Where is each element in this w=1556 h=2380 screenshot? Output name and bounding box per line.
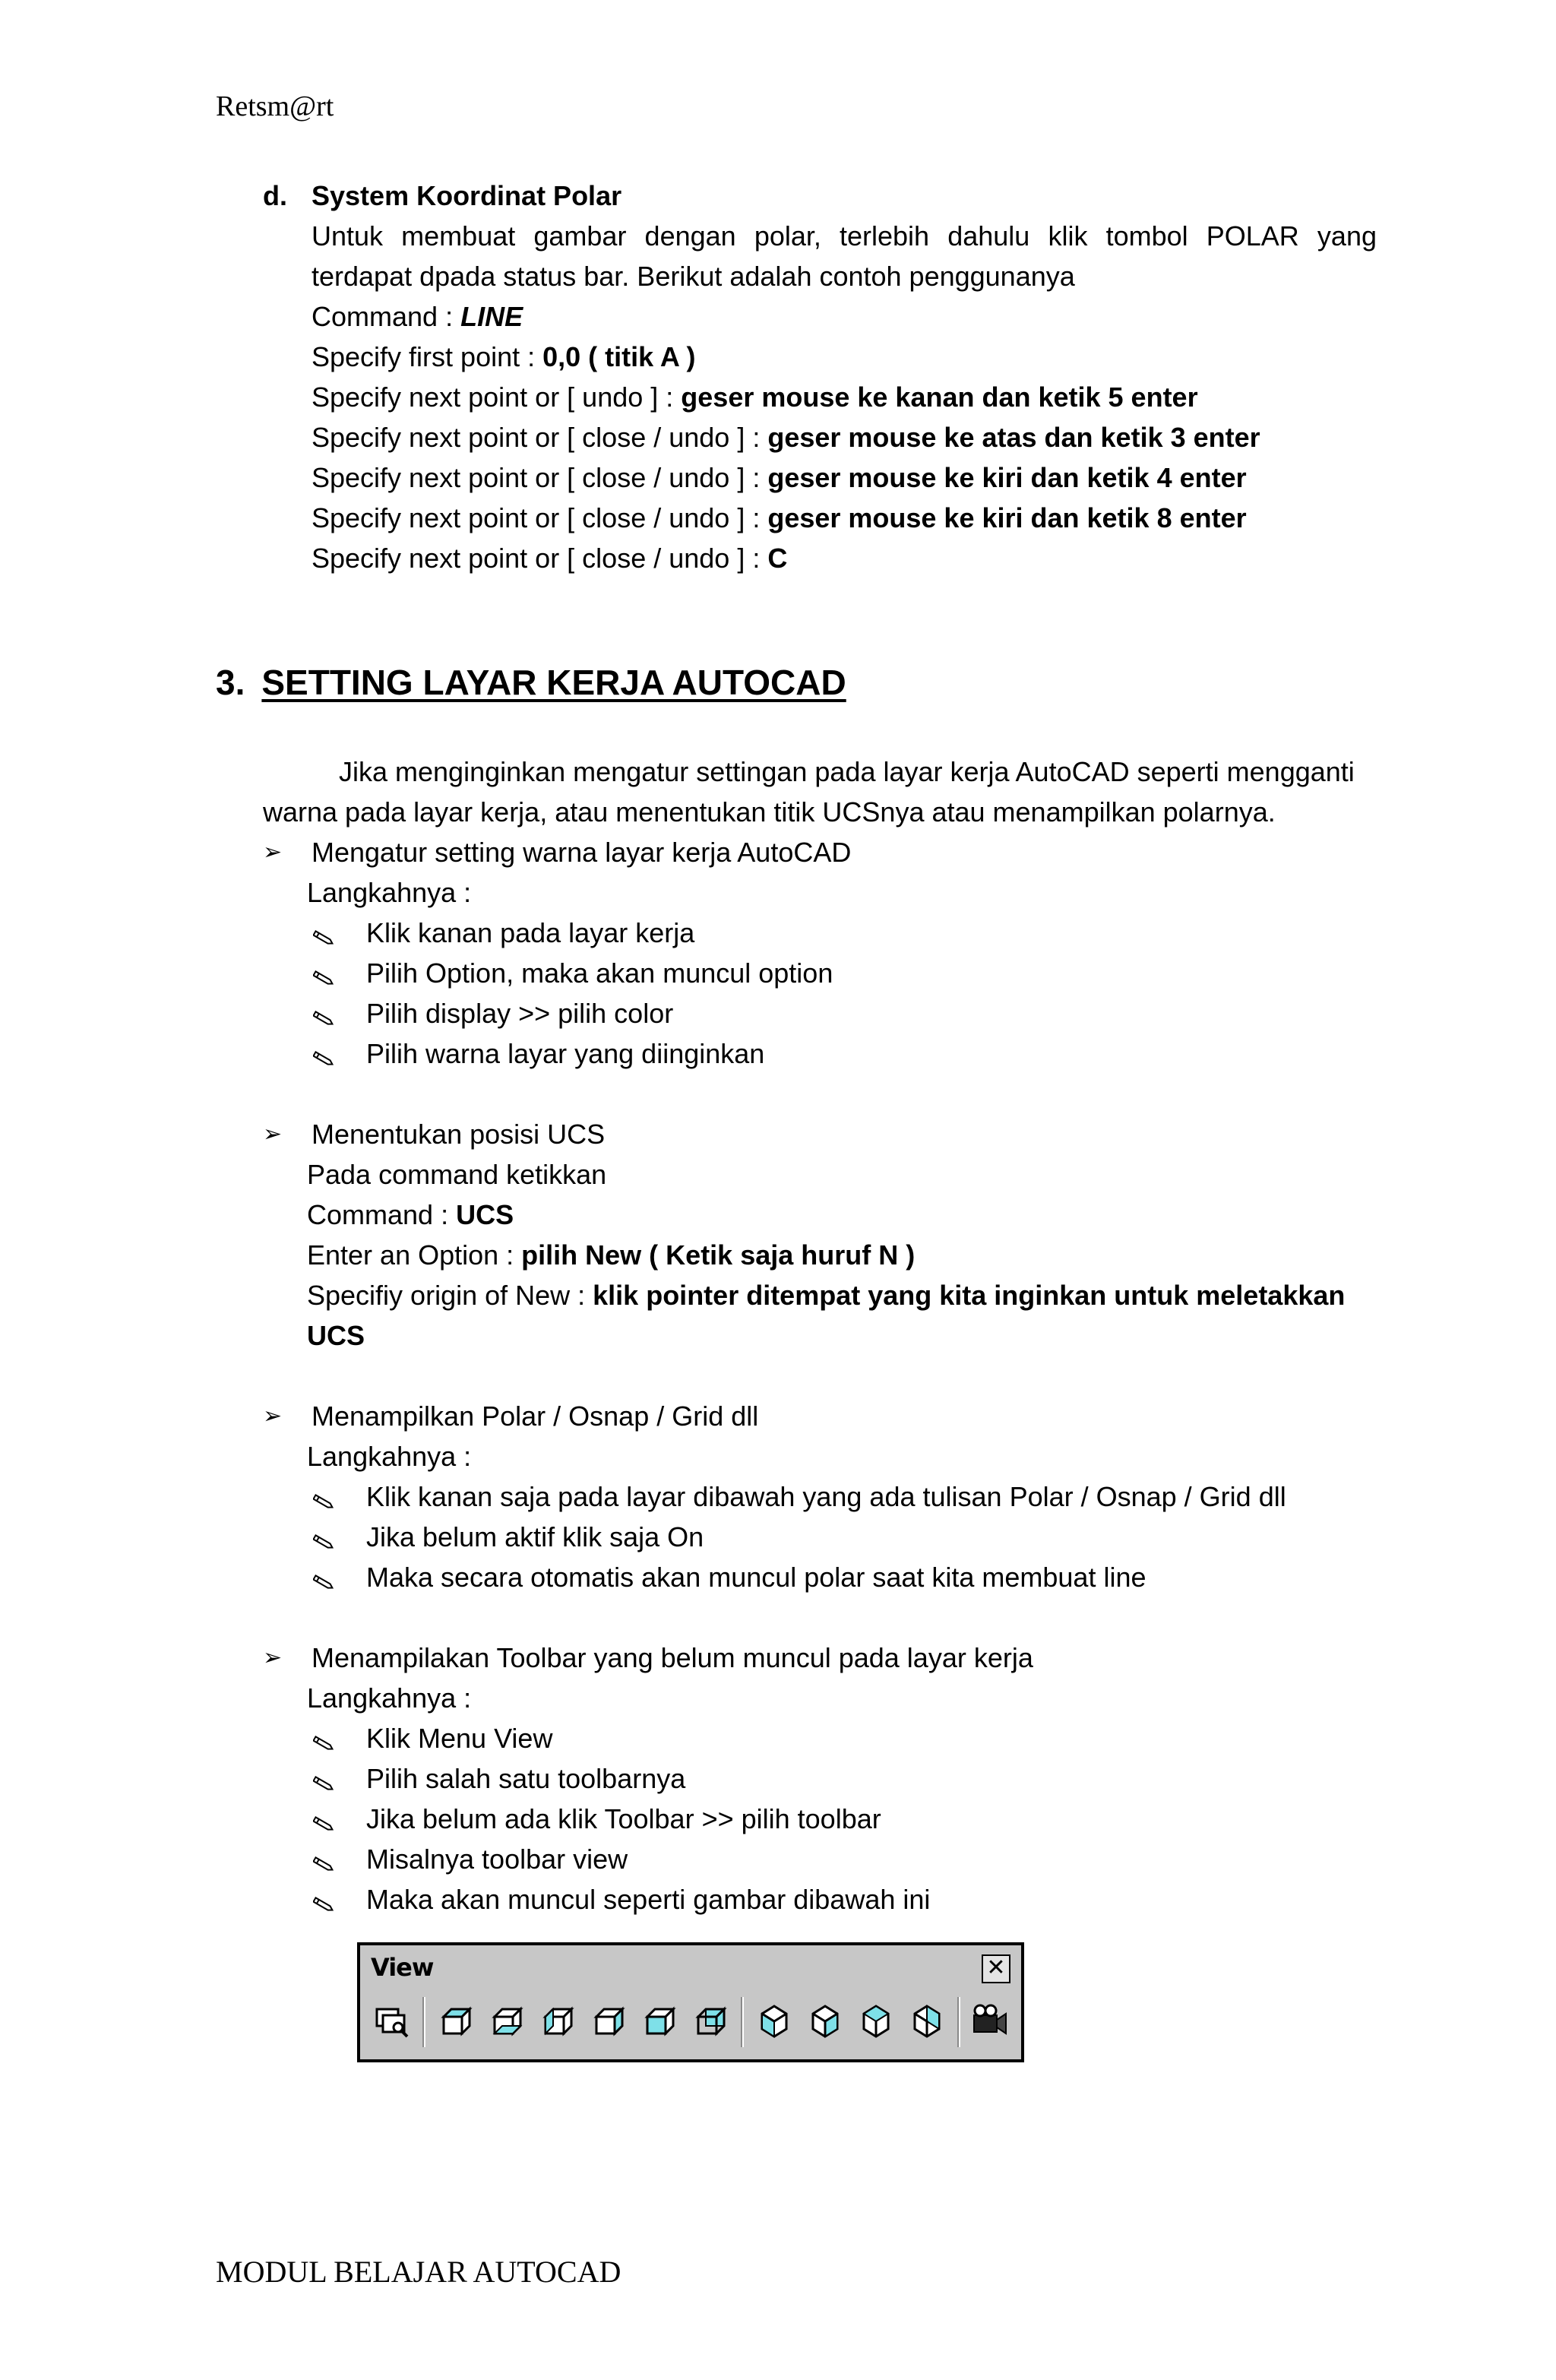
arrow-bullet-icon: ➢	[263, 1121, 283, 1147]
pen-bullet-icon	[313, 1034, 336, 1074]
pen-bullet-icon	[313, 1799, 336, 1839]
camera-icon[interactable]	[966, 1999, 1012, 2044]
pen-bullet-icon	[313, 1477, 336, 1517]
page-footer: MODUL BELAJAR AUTOCAD	[216, 2255, 621, 2289]
toolbar-separator	[741, 1997, 744, 2047]
step-value: geser mouse ke kiri dan ketik 8 enter	[767, 502, 1247, 533]
step-line	[312, 378, 1198, 417]
nw-isometric-icon[interactable]	[904, 1999, 950, 2044]
item-4-step: Klik Menu View	[366, 1723, 553, 1754]
se-isometric-icon[interactable]	[802, 1999, 848, 2044]
top-view-icon[interactable]	[433, 1999, 479, 2044]
ne-isometric-icon[interactable]	[853, 1999, 899, 2044]
sw-isometric-icon[interactable]	[751, 1999, 797, 2044]
command-label: Command :	[312, 301, 461, 332]
pen-bullet-icon	[313, 1840, 336, 1879]
step-value: geser mouse ke atas dan ketik 3 enter	[767, 422, 1260, 453]
right-view-icon[interactable]	[586, 1999, 631, 2044]
step-line	[312, 458, 1247, 498]
item-4-step: Jika belum ada klik Toolbar >> pilih toolbar	[366, 1803, 881, 1834]
item-4-title: Menampilakan Toolbar yang belum muncul pada layar kerja	[312, 1642, 1033, 1673]
step-line	[312, 539, 787, 578]
back-view-icon[interactable]	[688, 1999, 733, 2044]
item-1-step: Pilih Option, maka akan muncul option	[366, 957, 833, 989]
origin-value: klik pointer ditempat yang kita inginkan untuk meletakkan	[593, 1280, 1346, 1311]
command-value: LINE	[460, 301, 523, 332]
item-2-option	[307, 1236, 915, 1275]
step-label: Specify next point or [ close / undo ] :	[312, 543, 768, 574]
item-3-step: Maka secara otomatis akan muncul polar saat kita membuat line	[366, 1562, 1146, 1593]
toolbar-title: View	[371, 1953, 434, 1982]
step-label: Specify next point or [ close / undo ] :	[312, 502, 768, 533]
arrow-bullet-icon: ➢	[263, 1403, 283, 1429]
section-d-marker: d.	[263, 180, 287, 211]
bottom-view-icon[interactable]	[484, 1999, 530, 2044]
toolbar-buttons	[366, 1992, 1015, 2053]
intro-line-2: warna pada layar kerja, atau menentukan titik UCSnya atau menampilkan polarnya.	[263, 796, 1276, 828]
item-2-command	[307, 1195, 514, 1235]
step-line	[312, 337, 695, 377]
item-2-origin	[307, 1276, 1345, 1315]
step-value: 0,0 ( titik A )	[542, 341, 696, 372]
step-label: Specify next point or [ close / undo ] :	[312, 462, 768, 493]
section-3-number: 3.	[216, 663, 245, 702]
page-header: Retsm@rt	[216, 90, 334, 122]
step-label: Specify next point or [ undo ] :	[312, 381, 682, 413]
step-label: Specify first point :	[312, 341, 543, 372]
section-3-title: SETTING LAYAR KERJA AUTOCAD	[261, 663, 846, 702]
arrow-bullet-icon: ➢	[263, 1644, 283, 1671]
pen-bullet-icon	[313, 1719, 336, 1758]
step-line	[312, 498, 1247, 538]
pen-bullet-icon	[313, 1518, 336, 1557]
step-value: geser mouse ke kiri dan ketik 4 enter	[767, 462, 1247, 493]
option-value: pilih New ( Ketik saja huruf N )	[521, 1239, 916, 1271]
pen-bullet-icon	[313, 1558, 336, 1597]
item-1-step: Pilih warna layar yang diinginkan	[366, 1038, 765, 1069]
item-3-title: Menampilkan Polar / Osnap / Grid dll	[312, 1400, 759, 1432]
step-line	[312, 418, 1260, 457]
item-1-step: Pilih display >> pilih color	[366, 998, 674, 1029]
item-4-step: Maka akan muncul seperti gambar dibawah ini	[366, 1884, 931, 1915]
section-d-title: System Koordinat Polar	[312, 180, 622, 211]
item-3-steps-label: Langkahnya :	[307, 1441, 472, 1472]
intro-line-1: Jika menginginkan mengatur settingan pada layar kerja AutoCAD seperti mengganti	[339, 756, 1355, 787]
pen-bullet-icon	[313, 1759, 336, 1799]
front-view-icon[interactable]	[637, 1999, 682, 2044]
toolbar-separator	[957, 1997, 960, 2047]
arrow-bullet-icon: ➢	[263, 839, 283, 866]
item-1-step: Klik kanan pada layar kerja	[366, 917, 695, 948]
item-1-steps-label: Langkahnya :	[307, 877, 472, 908]
close-icon[interactable]: ✕	[982, 1954, 1010, 1983]
step-value: geser mouse ke kanan dan ketik 5 enter	[681, 381, 1198, 413]
pen-bullet-icon	[313, 954, 336, 993]
toolbar-separator	[422, 1997, 425, 2047]
pen-bullet-icon	[313, 994, 336, 1033]
item-2-line-1: Pada command ketikkan	[307, 1159, 607, 1190]
toolbar-title-bar	[366, 1950, 1015, 1988]
item-4-step: Misalnya toolbar view	[366, 1844, 628, 1875]
step-value: C	[767, 543, 788, 574]
item-4-steps-label: Langkahnya :	[307, 1682, 472, 1714]
item-3-step: Klik kanan saja pada layar dibawah yang ada tulisan Polar / Osnap / Grid dll	[366, 1481, 1286, 1512]
item-1-title: Mengatur setting warna layar kerja AutoCAD	[312, 837, 852, 868]
named-views-icon[interactable]	[369, 1999, 415, 2044]
origin-label: Specifiy origin of New :	[307, 1280, 593, 1311]
section-d-paragraph-line-2: terdapat dpada status bar. Berikut adalah contoh penggunanya	[312, 261, 1075, 292]
item-4-step: Pilih salah satu toolbarnya	[366, 1763, 686, 1794]
view-toolbar	[357, 1942, 1024, 2062]
section-3-heading	[216, 660, 846, 705]
item-2-origin-continued: UCS	[307, 1320, 365, 1351]
pen-bullet-icon	[313, 913, 336, 953]
step-label: Specify next point or [ close / undo ] :	[312, 422, 768, 453]
command-line	[312, 297, 523, 337]
item-3-step: Jika belum aktif klik saja On	[366, 1521, 704, 1552]
option-label: Enter an Option :	[307, 1239, 522, 1271]
pen-bullet-icon	[313, 1880, 336, 1920]
item-2-title: Menentukan posisi UCS	[312, 1119, 606, 1150]
left-view-icon[interactable]	[535, 1999, 580, 2044]
section-d-paragraph-line-1: Untuk membuat gambar dengan polar, terlebih dahulu klik tombol POLAR yang	[312, 220, 1377, 252]
ucs-command-value: UCS	[456, 1199, 514, 1230]
ucs-command-label: Command :	[307, 1199, 457, 1230]
